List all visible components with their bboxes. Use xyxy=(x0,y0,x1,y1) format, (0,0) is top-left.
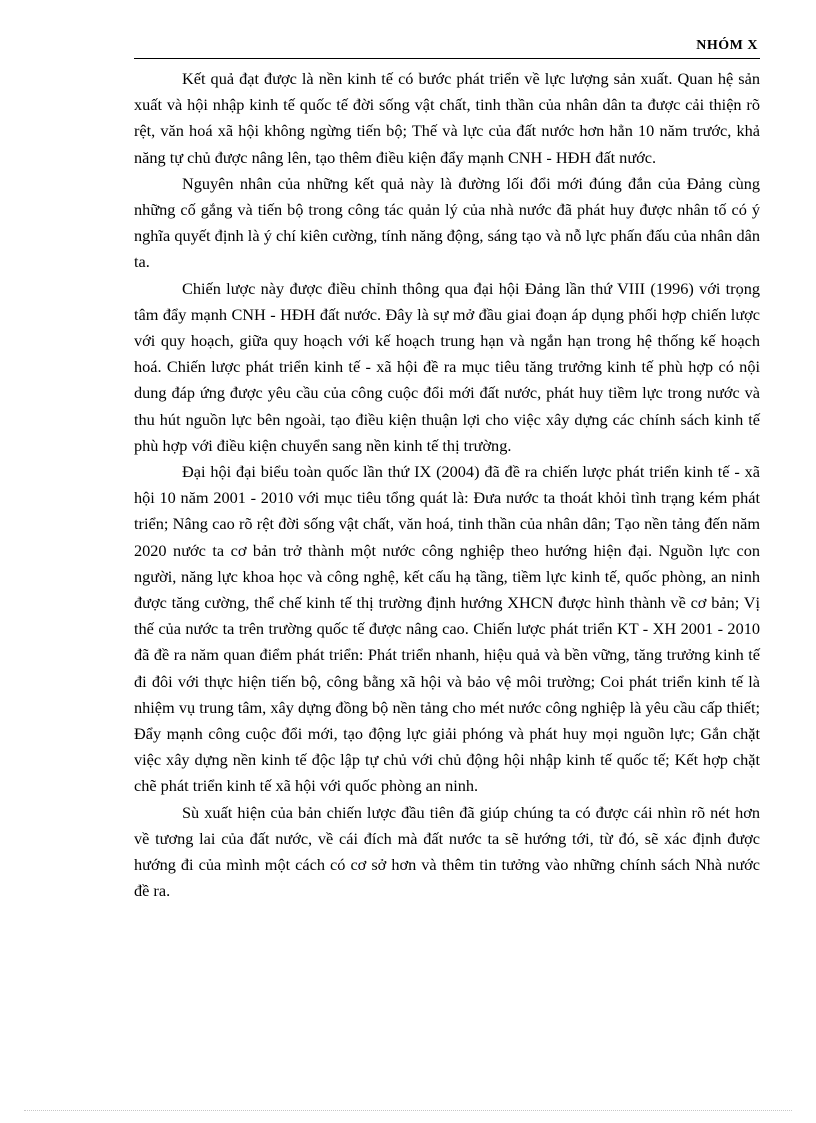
paragraph-conclusion: Sù xuất hiện của bản chiến lược đầu tiên đã giúp chúng ta có được cái nhìn rõ nét hơn về tương lai của đất nước, về cái đích mà đất nước ta sẽ hướng tới, từ đó, sẽ xác định được hướng đi của mình một cách có cơ sở hơn và thêm tin tưởng vào những chính sách Nhà nước đề ra. xyxy=(134,802,760,901)
header-group-label: NHÓM X xyxy=(696,38,758,53)
page-bottom-divider xyxy=(24,1110,792,1111)
document-body xyxy=(134,66,760,905)
paragraph-results: Kết quả đạt được là nền kinh tế có bước phát triển về lực lượng sản xuất. Quan hệ sản xuất và hội nhập kinh tế quốc tế đời sống vật chất, tinh thần của nhân dân ta được cải thiện rõ rệt, văn hoá xã hội không ngừng tiến bộ; Thế và lực của đất nước hơn hẳn 10 năm trước, khả năng tự chủ được nâng lên, tạo thêm điều kiện đẩy mạnh CNH - HĐH đất nước. xyxy=(134,69,760,167)
page-header xyxy=(134,34,760,59)
paragraph-causes: Nguyên nhân của những kết quả này là đường lối đổi mới đúng đắn của Đảng cùng những cố gắng và tiến bộ trong công tác quản lý của nhà nước đã phát huy được nhân tố có ý nghĩa quyết định là ý chí kiên cường, tính năng động, sáng tạo và nỗ lực phấn đấu của nhân dân ta. xyxy=(134,173,760,272)
paragraph-strategy-viii: Chiến lược này được điều chỉnh thông qua đại hội Đảng lần thứ VIII (1996) với trọng tâm đẩy mạnh CNH - HĐH đất nước. Đây là sự mở đầu giai đoạn áp dụng phối hợp chiến lược với quy hoạch, giữa quy hoạch với kế hoạch trung hạn và ngắn hạn trong hệ thống kế hoạch hoá. Chiến lược phát triển kinh tế - xã hội đề ra mục tiêu tăng trưởng kinh tế phù hợp có nội dung đáp ứng được yêu cầu của công cuộc đổi mới đất nước, phát huy tiềm lực trong nước và thu hút nguồn lực bên ngoài, tạo điều kiện thuận lợi cho việc xây dựng các chính sách kinh tế phù hợp với điều kiện chuyển sang nền kinh tế thị trường. xyxy=(134,278,760,455)
paragraph-congress-ix: Đại hội đại biểu toàn quốc lần thứ IX (2004) đã đề ra chiến lược phát triển kinh tế - xã hội 10 năm 2001 - 2010 với mục tiêu tổng quát là: Đưa nước ta thoát khỏi tình trạng kém phát triển; Nâng cao rõ rệt đời sống vật chất, văn hoá, tinh thần của nhân dân; Tạo nền tảng đến năm 2020 nước ta cơ bản trở thành một nước công nghiệp theo hướng hiện đại. Nguồn lực con người, năng lực khoa học và công nghệ, kết cấu hạ tầng, tiềm lực kinh tế, quốc phòng, an ninh được tăng cường, thể chế kinh tế thị trường định hướng XHCN được hình thành về cơ bản; Vị thế của nước ta trên trường quốc tế được nâng cao. Chiến lược phát triển KT - XH 2001 - 2010 đã đề ra năm quan điểm phát triển: Phát triển nhanh, hiệu quả và bền vững, tăng trưởng kinh tế đi đôi với thực hiện tiến bộ, công bằng xã hội và bảo vệ môi trường; Coi phát triển kinh tế là nhiệm vụ trung tâm, xây dựng đồng bộ nền tảng cho mét nước công nghiệp là yêu cầu cấp thiết; Đẩy mạnh công cuộc đổi mới, tạo động lực giải phóng và phát huy mọi nguồn lực; Gắn chặt việc xây dựng nền kinh tế độc lập tự chủ với chủ động hội nhập kinh tế quốc tế; Kết hợp chặt chẽ phát triển kinh tế xã hội với quốc phòng an ninh. xyxy=(134,462,760,796)
